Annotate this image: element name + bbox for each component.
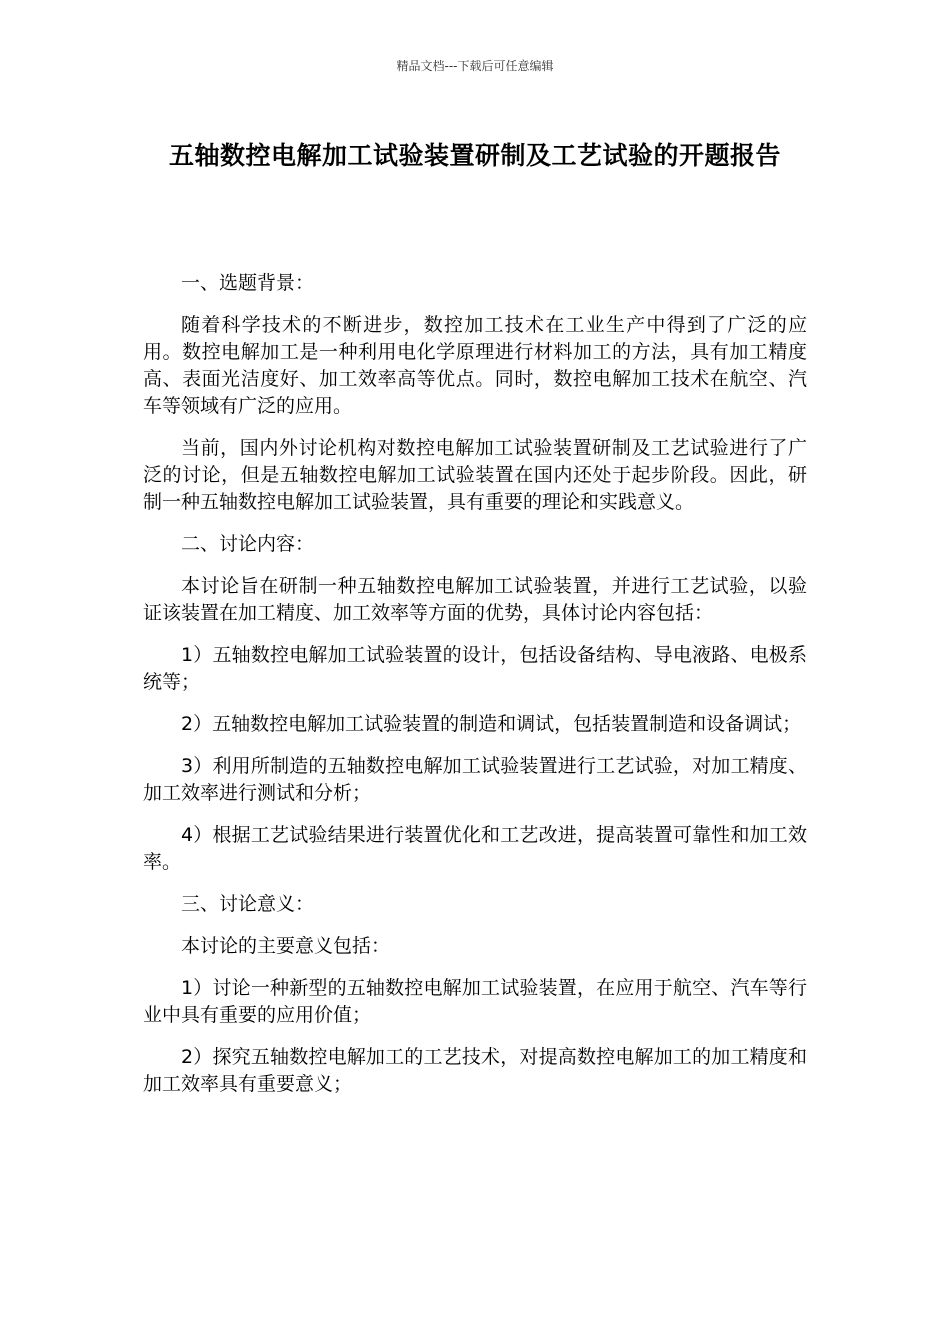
paragraph: 本讨论的主要意义包括： <box>181 935 391 957</box>
list-item: 3）利用所制造的五轴数控电解加工试验装置进行工艺试验，对加工精度、加工效率进行测试和分析； <box>143 755 807 804</box>
paragraph: 当前，国内外讨论机构对数控电解加工试验装置研制及工艺试验进行了广泛的讨论，但是五轴数控电解加工试验装置在国内还处于起步阶段。因此，研制一种五轴数控电解加工试验装置，具有重要的理论和实践意义。 <box>143 437 807 513</box>
list-item: 1）五轴数控电解加工试验装置的设计，包括设备结构、导电液路、电极系统等； <box>143 644 807 693</box>
list-item: 1）讨论一种新型的五轴数控电解加工试验装置，在应用于航空、汽车等行业中具有重要的应用价值； <box>143 977 807 1026</box>
paragraph: 本讨论旨在研制一种五轴数控电解加工试验装置，并进行工艺试验，以验证该装置在加工精度、加工效率等方面的优势，具体讨论内容包括： <box>143 575 807 624</box>
list-item: 4）根据工艺试验结果进行装置优化和工艺改进，提高装置可靠性和加工效率。 <box>143 824 807 873</box>
section-heading-significance: 三、讨论意义： <box>181 893 315 915</box>
paragraph: 随着科学技术的不断进步，数控加工技术在工业生产中得到了广泛的应用。数控电解加工是一种利用电化学原理进行材料加工的方法，具有加工精度高、表面光洁度好、加工效率高等优点。同时，数控电解加工技术在航空、汽车等领域有广泛的应用。 <box>143 314 807 417</box>
list-item: 2）探究五轴数控电解加工的工艺技术，对提高数控电解加工的加工精度和加工效率具有重要意义； <box>143 1046 807 1095</box>
header-note: 精品文档---下载后可任意编辑 <box>396 59 554 73</box>
document-title: 五轴数控电解加工试验装置研制及工艺试验的开题报告 <box>168 141 781 170</box>
list-item: 2）五轴数控电解加工试验装置的制造和调试，包括装置制造和设备调试； <box>181 713 802 735</box>
document-body <box>143 270 807 1113</box>
section-heading-background: 一、选题背景： <box>181 272 315 294</box>
section-heading-content: 二、讨论内容： <box>181 533 315 555</box>
